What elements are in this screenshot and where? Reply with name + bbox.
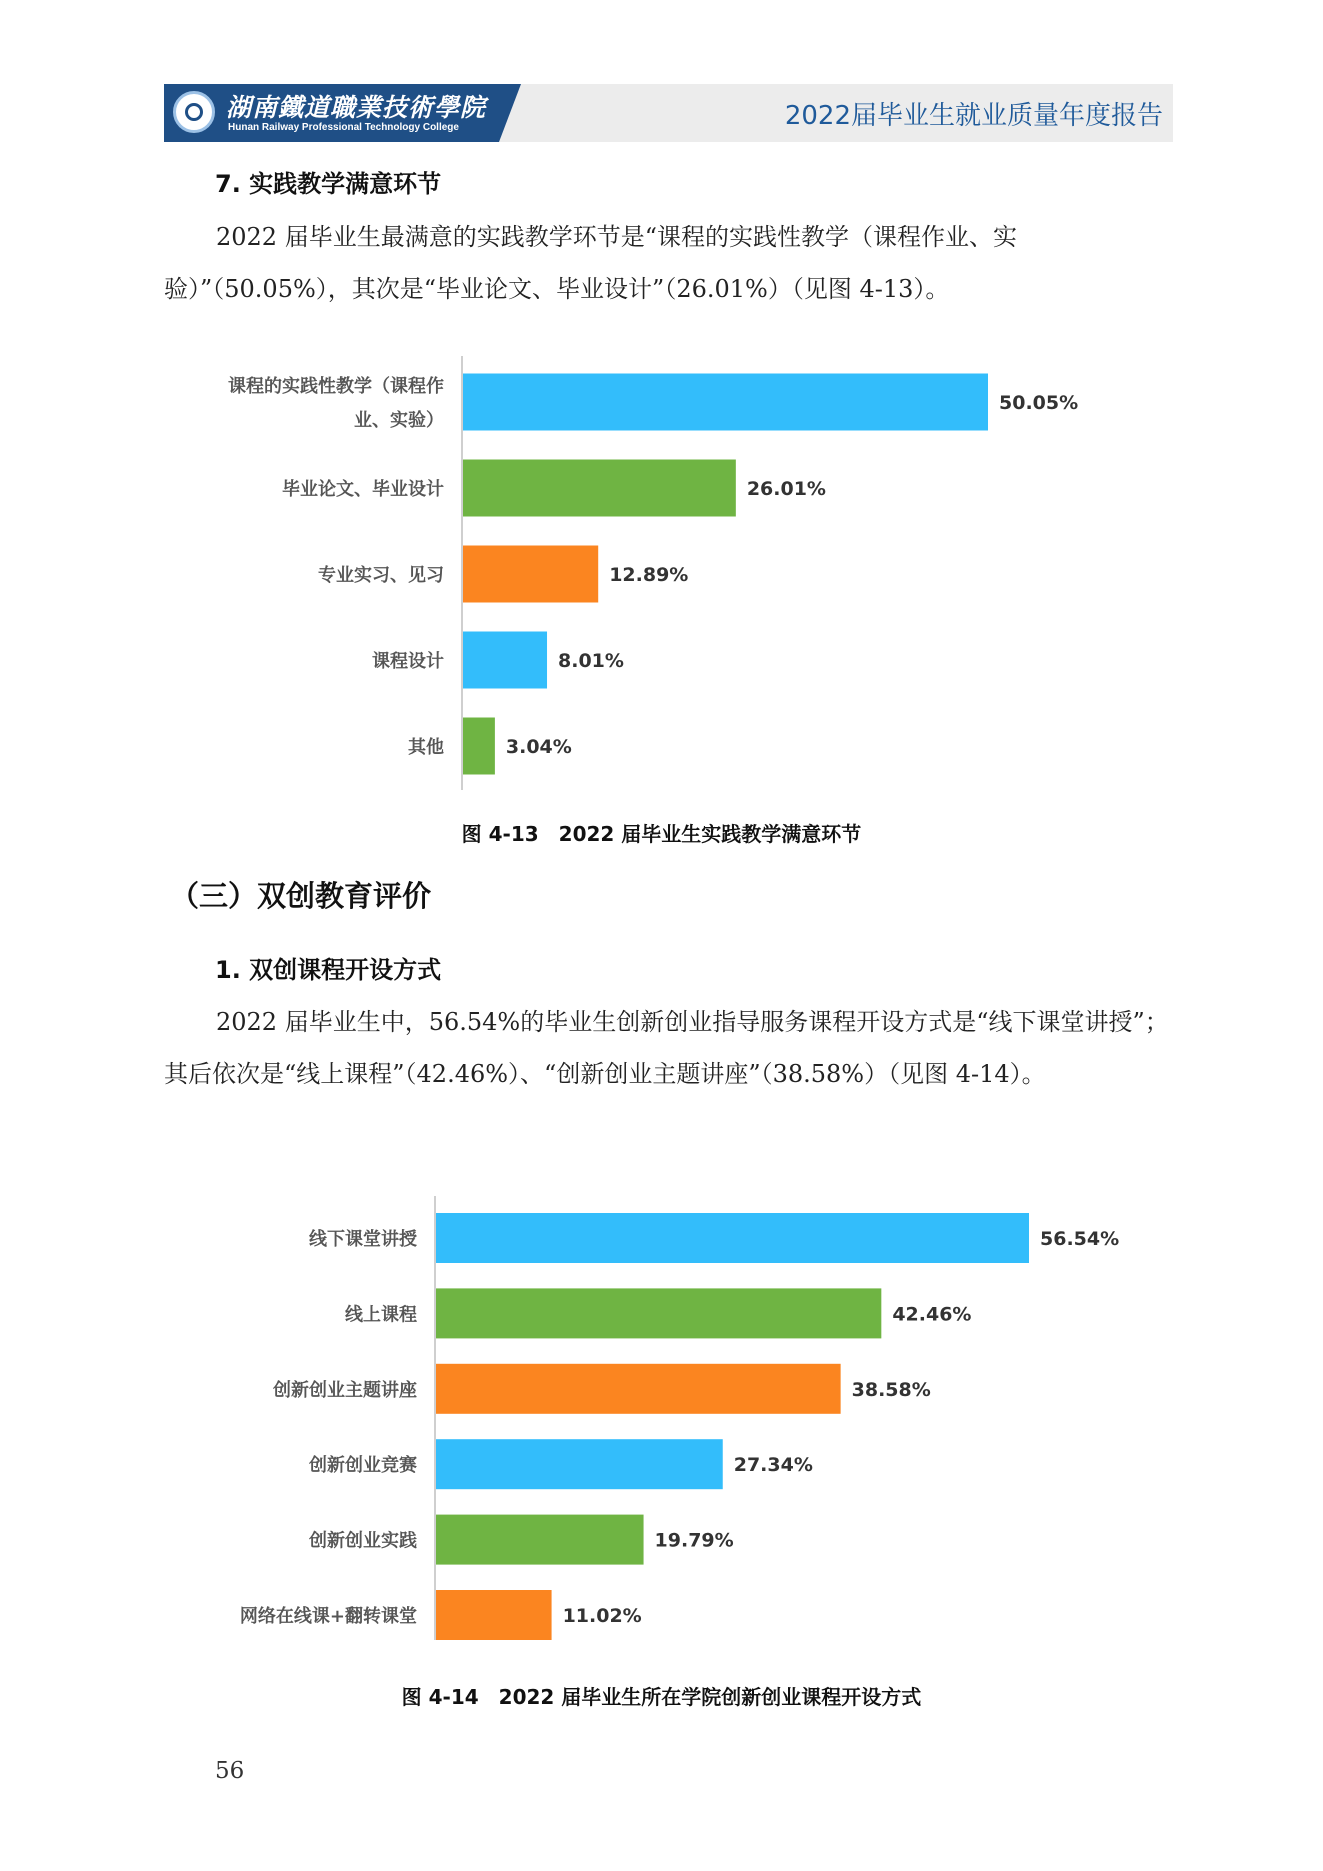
page-header xyxy=(164,84,1173,142)
school-logo-band xyxy=(164,84,499,142)
category-label: 毕业论文、毕业设计 xyxy=(282,479,444,500)
data-label: 42.46% xyxy=(892,1303,972,1326)
report-title: 2022届毕业生就业质量年度报告 xyxy=(784,101,1163,131)
data-label: 8.01% xyxy=(558,650,624,672)
data-label: 12.89% xyxy=(609,564,689,586)
bar xyxy=(463,632,547,689)
bar xyxy=(436,1288,881,1338)
category-label: 专业实习、见习 xyxy=(318,565,444,586)
data-label: 11.02% xyxy=(562,1605,642,1627)
bar xyxy=(436,1439,723,1489)
category-label: 课程的实践性教学（课程作 xyxy=(228,376,444,397)
school-name-cn: 湖南鐵道職業技術學院 xyxy=(226,93,487,122)
chart-4-13 xyxy=(0,350,1323,795)
section-7-heading: 7. 实践教学满意环节 xyxy=(215,170,442,198)
bar xyxy=(436,1515,644,1565)
section-1-heading: 1. 双创课程开设方式 xyxy=(215,956,442,984)
data-label: 19.79% xyxy=(654,1529,734,1552)
bar xyxy=(436,1213,1029,1263)
bar xyxy=(436,1364,841,1414)
logo-band-wedge xyxy=(499,84,521,142)
category-label: 其他 xyxy=(408,737,444,758)
category-label: 网络在线课+翻转课堂 xyxy=(239,1606,417,1627)
category-label: 创新创业主题讲座 xyxy=(273,1379,417,1401)
category-label: 创新创业实践 xyxy=(309,1530,417,1552)
category-label: 创新创业竞赛 xyxy=(309,1455,417,1477)
bar xyxy=(436,1590,552,1640)
school-name-en: Hunan Railway Professional Technology College xyxy=(228,122,459,133)
category-label: 课程设计 xyxy=(372,651,444,672)
page-number: 56 xyxy=(215,1758,245,1784)
data-label: 50.05% xyxy=(999,392,1079,414)
school-seal-icon xyxy=(173,91,215,133)
category-label: 线上课程 xyxy=(345,1304,417,1326)
category-label: 线下课堂讲授 xyxy=(309,1229,417,1250)
bar xyxy=(463,460,736,517)
figure-4-13-caption: 图 4-13 2022 届毕业生实践教学满意环节 xyxy=(461,822,862,846)
data-label: 38.58% xyxy=(851,1378,931,1401)
section-1-paragraph: 2022 届毕业生中，56.54%的毕业生创新创业指导服务课程开设方式是“线下课堂讲授”；其后依次是“线上课程”（42.46%）、“创新创业主题讲座”（38.58%）（见图 4-14）。 xyxy=(164,1008,1169,1088)
data-label: 56.54% xyxy=(1040,1228,1120,1250)
bar xyxy=(463,374,988,431)
data-label: 27.34% xyxy=(733,1454,813,1477)
section-3-heading: （三）双创教育评价 xyxy=(170,879,432,913)
figure-4-14-caption: 图 4-14 2022 届毕业生所在学院创新创业课程开设方式 xyxy=(401,1685,922,1709)
section-7-paragraph: 2022 届毕业生最满意的实践教学环节是“课程的实践性教学（课程作业、实验）”（50.05%），其次是“毕业论文、毕业设计”（26.01%）（见图 4-13）。 xyxy=(164,223,1017,303)
chart-4-14 xyxy=(0,1190,1323,1640)
bar xyxy=(463,546,598,603)
bar xyxy=(463,718,495,775)
category-label: 业、实验） xyxy=(354,410,444,431)
data-label: 3.04% xyxy=(505,736,572,758)
data-label: 26.01% xyxy=(746,478,826,500)
